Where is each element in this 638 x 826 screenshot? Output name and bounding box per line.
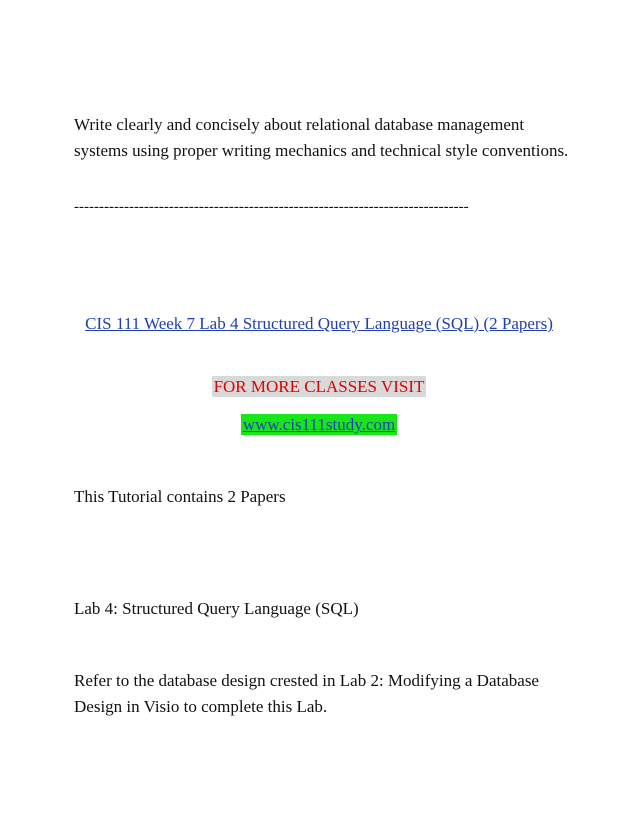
lab-title: Lab 4: Structured Query Language (SQL) (74, 599, 359, 618)
intro-paragraph: Write clearly and concisely about relational database management systems using proper writing mechanics and technical style conventions. (74, 115, 569, 160)
more-classes-text: FOR MORE CLASSES VISIT (213, 377, 425, 396)
website-line (0, 414, 638, 436)
more-classes-line (0, 376, 638, 398)
website-link[interactable]: www.cis111study.com (242, 415, 396, 434)
refer-paragraph: Refer to the database design crested in Lab 2: Modifying a Database Design in Visio to complete this Lab. (74, 671, 539, 716)
course-title-link[interactable]: CIS 111 Week 7 Lab 4 Structured Query Language (SQL) (2 Papers) (85, 314, 553, 333)
tutorial-paragraph: This Tutorial contains 2 Papers (74, 487, 286, 506)
section-divider: ------------------------------------------------------------------------------- (74, 199, 469, 215)
